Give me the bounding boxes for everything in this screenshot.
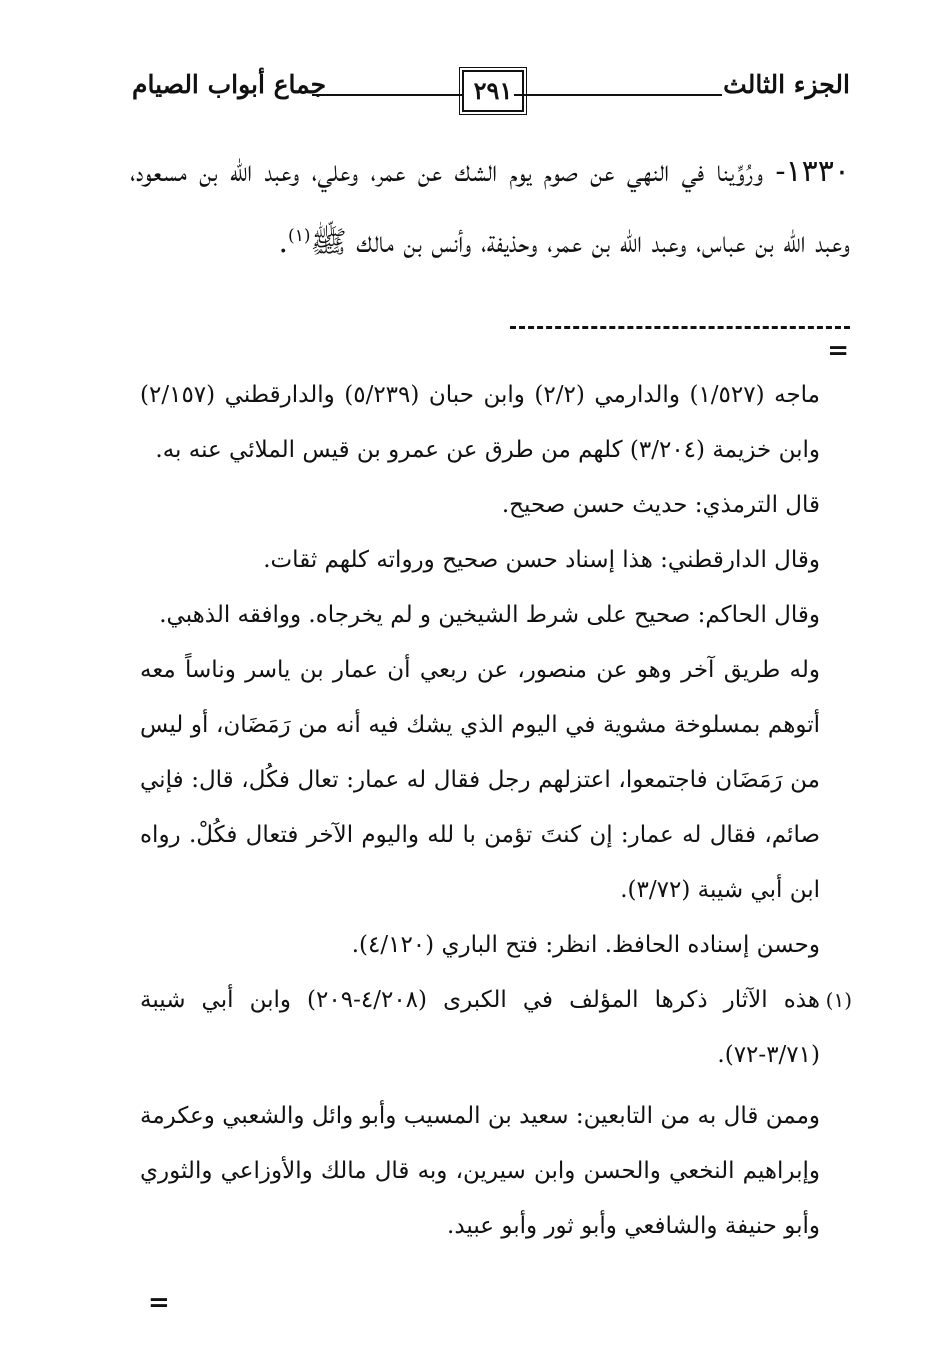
footnote-reference: (١): [288, 226, 311, 246]
footnote-separator: [510, 326, 850, 329]
main-paragraph: [130, 140, 850, 275]
part-title: الجزء الثالث: [723, 70, 850, 99]
page-number: ٢٩١: [462, 70, 524, 112]
footnote-paragraph-7: وممن قال به من التابعين: سعيد بن المسيب وأبو وائل والشعبي وعكرمة وإبراهيم النخعي والحسن وابن سيرين، وبه قال مالك والأوزاعي والثوري وأبو حنيفة والشافعي وأبو ثور وأبو عبيد.: [140, 1103, 820, 1239]
footnote-paragraph-2: قال الترمذي: حديث حسن صحيح.: [501, 492, 820, 518]
page-header: [132, 62, 850, 114]
main-text: [130, 140, 850, 275]
header-rule-left: [312, 94, 462, 96]
main-paragraph-text: ١٣٣٠- ورُوِّينا في النهي عن صوم يوم الشك عن عمر، وعلي، وعبد الله بن مسعود، وعبد الله بن عباس، وعبد الله بن عمر، وحذيفة، وأنس بن مالك: [130, 154, 850, 260]
main-paragraph-end: .: [278, 225, 289, 260]
footnote-paragraph-5: وله طريق آخر وهو عن منصور، عن ربعي أن عمار بن ياسر وناساً معه أتوهم بمسلوخة مشوية في اليوم الذي يشك فيه أنه من رَمَضَان، أو ليس من رَمَضَان فاجتمعوا، اعتزلهم رجل فقال له عمار: تعال فكُل، قال: فإني صائم، فقال له عمار: إن كنتَ تؤمن با لله واليوم الآخر فتعال فكُلْ. رواه ابن أبي شيبة (٣/٧٢).: [140, 657, 820, 903]
footnote-paragraph-6: وحسن إسناده الحافظ. انظر: فتح الباري (٤/١٢٠).: [351, 932, 820, 958]
footnote-paragraph-1: ماجه (١/٥٢٧) والدارمي (٢/٢) وابن حبان (٥/٢٣٩) والدارقطني (٢/١٥٧) وابن خزيمة (٣/٢٠٤) كلهم من طرق عن عمرو بن قيس الملائي عنه به.: [140, 382, 820, 463]
footnote-paragraph-3: وقال الدارقطني: هذا إسناد حسن صحيح ورواته كلهم ثقات.: [263, 547, 820, 573]
footnote-1-text: هذه الآثار ذكرها المؤلف في الكبرى (٤/٢٠٨-٢٠٩) وابن أبي شيبة (٣/٧١-٧٢).: [140, 987, 820, 1068]
chapter-title: جماع أبواب الصيام: [132, 70, 327, 99]
footnotes: [140, 368, 852, 1254]
header-rule-right: [514, 94, 722, 96]
continuation-mark-bottom: =: [148, 1288, 170, 1318]
honorific-glyph: ﷺ: [310, 225, 347, 260]
footnote-1-marker: (١): [825, 988, 852, 1012]
continuation-mark-top: =: [827, 336, 849, 366]
footnote-1: [140, 973, 852, 1083]
footnote-paragraph-4: وقال الحاكم: صحيح على شرط الشيخين و لم يخرجاه. ووافقه الذهبي.: [159, 602, 820, 628]
